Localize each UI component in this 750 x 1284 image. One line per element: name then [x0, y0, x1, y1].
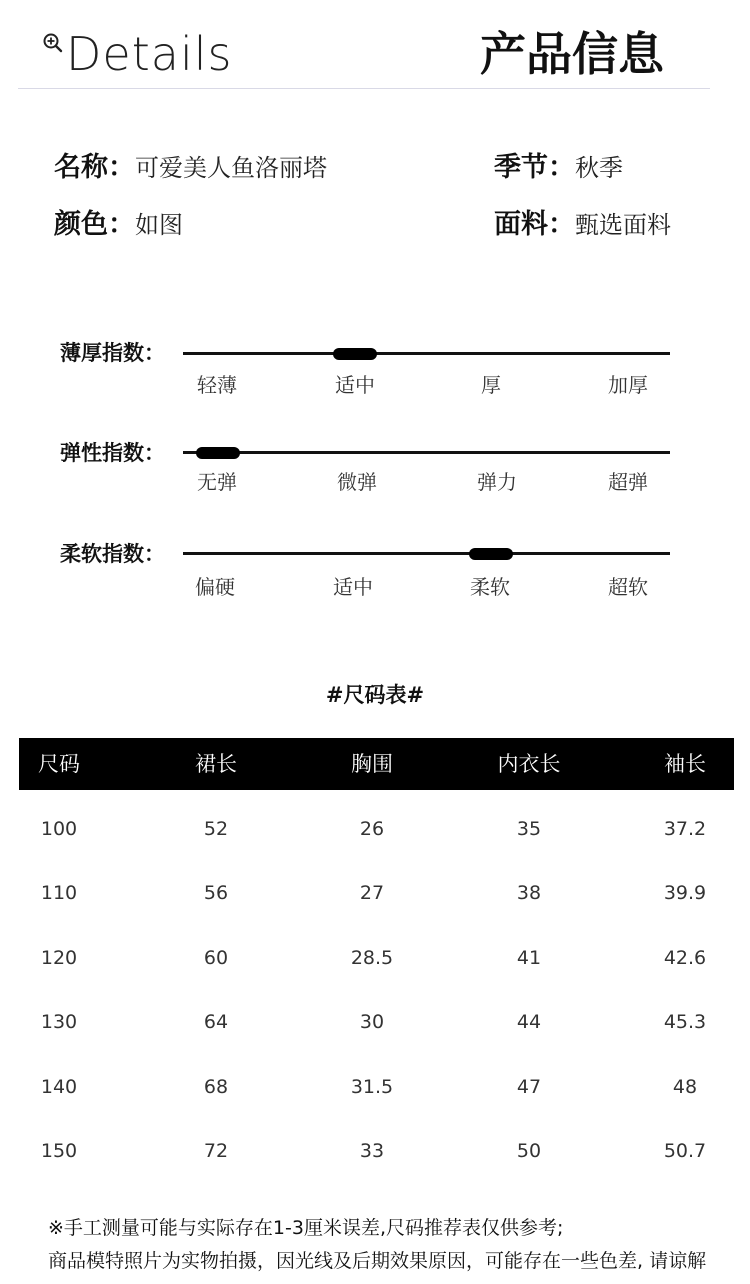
fabric-label: 面料：	[494, 209, 575, 240]
softness-index-track	[183, 552, 670, 555]
column-header: 内衣长	[497, 752, 561, 776]
table-cell: 27	[359, 882, 385, 904]
column-header: 袖长	[664, 752, 706, 776]
softness-option: 偏硬	[195, 575, 235, 599]
table-cell: 100	[40, 818, 78, 840]
elasticity-option: 弹力	[477, 470, 517, 494]
details-heading: Details	[66, 27, 233, 81]
table-cell: 120	[40, 947, 78, 969]
table-cell: 26	[359, 818, 385, 840]
page-title: 产品信息	[480, 27, 664, 81]
thickness-option: 适中	[335, 373, 375, 397]
table-cell: 140	[40, 1076, 78, 1098]
table-cell: 72	[203, 1140, 229, 1162]
table-cell: 37.2	[663, 818, 707, 840]
table-cell: 60	[203, 947, 229, 969]
table-cell: 64	[203, 1011, 229, 1033]
season-label: 季节：	[494, 152, 575, 183]
table-cell: 28.5	[350, 947, 394, 969]
table-cell: 38	[516, 882, 542, 904]
table-cell: 56	[203, 882, 229, 904]
table-cell: 47	[516, 1076, 542, 1098]
column-header: 胸围	[351, 752, 393, 776]
table-cell: 150	[40, 1140, 78, 1162]
thickness-index-marker	[333, 348, 377, 360]
table-cell: 41	[516, 947, 542, 969]
zoom-in-icon	[42, 32, 64, 54]
thickness-option: 加厚	[608, 373, 648, 397]
thickness-index-track	[183, 352, 670, 355]
table-cell: 39.9	[663, 882, 707, 904]
softness-option: 超软	[608, 575, 648, 599]
table-cell: 50	[516, 1140, 542, 1162]
softness-option: 柔软	[470, 575, 510, 599]
column-header: 尺码	[38, 752, 80, 776]
softness-index-label: 柔软指数：	[60, 542, 165, 566]
info-fabric	[494, 207, 671, 243]
header-divider	[18, 88, 710, 89]
table-cell: 45.3	[663, 1011, 707, 1033]
name-label: 名称：	[54, 152, 135, 183]
elasticity-option: 超弹	[608, 470, 648, 494]
table-cell: 52	[203, 818, 229, 840]
elasticity-option: 无弹	[197, 470, 237, 494]
thickness-option: 厚	[481, 373, 501, 397]
table-cell: 50.7	[663, 1140, 707, 1162]
fabric-value: 甄选面料	[575, 211, 671, 239]
table-cell: 44	[516, 1011, 542, 1033]
table-cell: 33	[359, 1140, 385, 1162]
thickness-index-label: 薄厚指数：	[60, 341, 165, 365]
elasticity-option: 微弹	[337, 470, 377, 494]
color-value: 如图	[135, 211, 183, 239]
table-cell: 110	[40, 882, 78, 904]
elasticity-index-track	[183, 451, 670, 454]
thickness-option: 轻薄	[197, 373, 237, 397]
table-cell: 35	[516, 818, 542, 840]
table-cell: 130	[40, 1011, 78, 1033]
color-difference-note: 商品模特照片为实物拍摄，因光线及后期效果原因，可能存在一些色差, 请谅解	[48, 1250, 707, 1272]
table-cell: 68	[203, 1076, 229, 1098]
table-cell: 30	[359, 1011, 385, 1033]
size-table-title: #尺码表#	[325, 683, 425, 707]
elasticity-index-label: 弹性指数：	[60, 441, 165, 465]
elasticity-index-marker	[196, 447, 240, 459]
table-cell: 42.6	[663, 947, 707, 969]
info-name	[54, 150, 327, 186]
table-cell: 31.5	[350, 1076, 394, 1098]
softness-index-marker	[469, 548, 513, 560]
measurement-note: ※手工测量可能与实际存在1-3厘米误差,尺码推荐表仅供参考;	[48, 1217, 564, 1239]
info-season	[494, 150, 623, 186]
color-label: 颜色：	[54, 209, 135, 240]
column-header: 裙长	[195, 752, 237, 776]
season-value: 秋季	[575, 154, 623, 182]
info-color	[54, 207, 183, 243]
size-table-header	[19, 738, 734, 790]
table-cell: 48	[672, 1076, 698, 1098]
softness-option: 适中	[333, 575, 373, 599]
name-value: 可爱美人鱼洛丽塔	[135, 154, 327, 182]
